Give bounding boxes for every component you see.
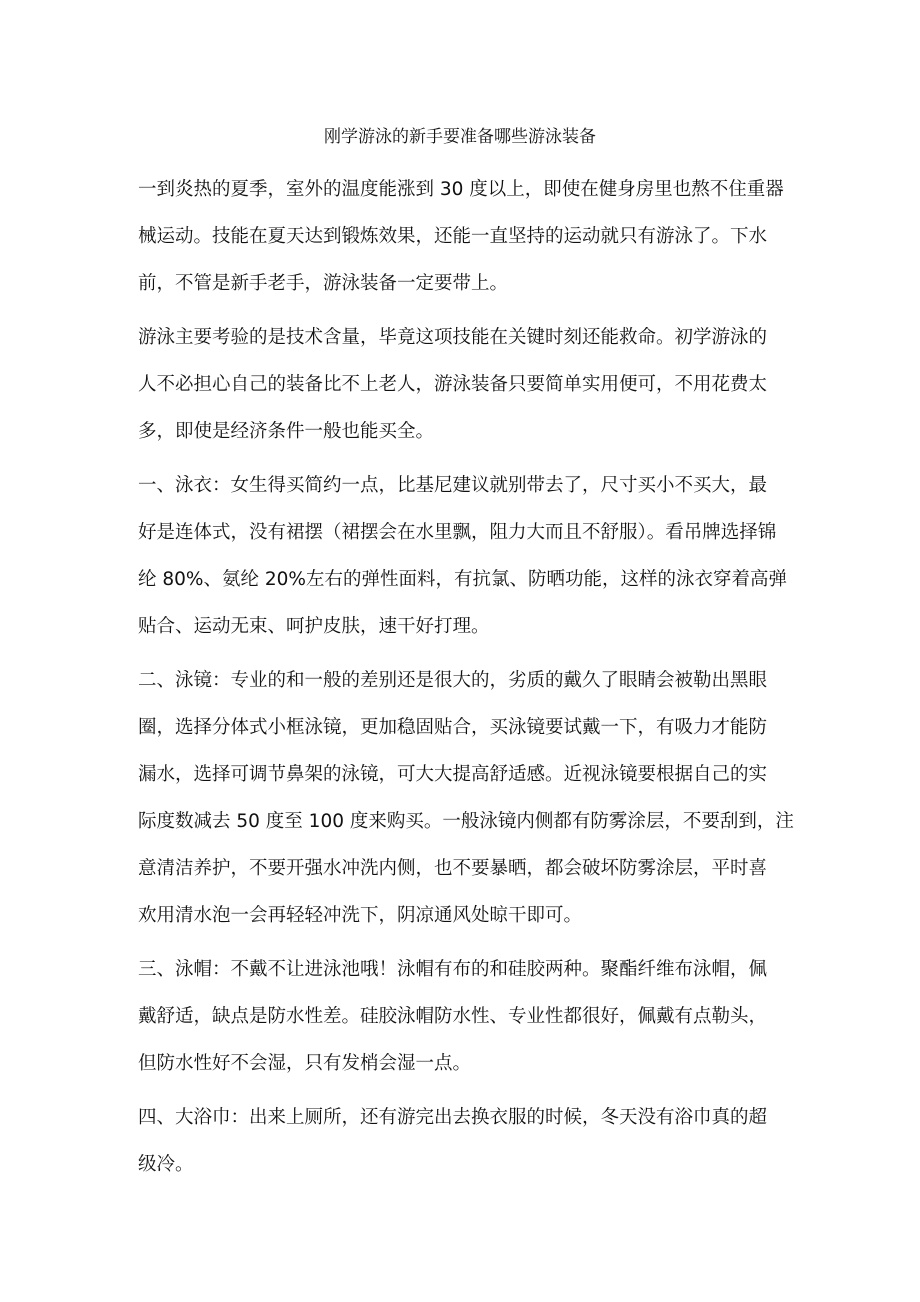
paragraph bbox=[138, 657, 798, 939]
paragraph-line: 漏水，选择可调节鼻架的泳镜，可大大提高舒适感。近视泳镜要根据自己的实 bbox=[138, 764, 768, 785]
paragraph-line: 四、大浴巾：出来上厕所，还有游完出去换衣服的时候，冬天没有浴巾真的超 bbox=[138, 1107, 768, 1128]
paragraph-line: 多，即使是经济条件一般也能买全。 bbox=[138, 421, 435, 442]
paragraph-line: 械运动。技能在夏天达到锻炼效果，还能一直坚持的运动就只有游泳了。下水 bbox=[138, 226, 768, 247]
paragraph-line: 游泳主要考验的是技术含量，毕竟这项技能在关键时刻还能救命。初学游泳的 bbox=[138, 327, 768, 348]
paragraph-line: 人不必担心自己的装备比不上老人，游泳装备只要简单实用便可，不用花费太 bbox=[138, 374, 768, 395]
paragraph-line: 一、泳衣：女生得买简约一点，比基尼建议就别带去了，尺寸买小不买大，最 bbox=[138, 475, 768, 496]
document-body bbox=[138, 166, 798, 1195]
paragraph-line: 纶 80%、氨纶 20%左右的弹性面料，有抗氯、防晒功能，这样的泳衣穿着高弹 bbox=[138, 569, 788, 590]
paragraph bbox=[138, 946, 798, 1087]
document-title: 刚学游泳的新手要准备哪些游泳装备 bbox=[324, 127, 596, 147]
paragraph bbox=[138, 166, 798, 307]
paragraph-line: 一到炎热的夏季，室外的温度能涨到 30 度以上，即使在健身房里也熬不住重器 bbox=[138, 179, 784, 200]
paragraph-line: 圈，选择分体式小框泳镜，更加稳固贴合，买泳镜要试戴一下，有吸力才能防 bbox=[138, 717, 768, 738]
paragraph-line: 贴合、运动无束、呵护皮肤，速干好打理。 bbox=[138, 616, 490, 637]
paragraph bbox=[138, 1094, 798, 1188]
paragraph-line: 好是连体式，没有裙摆（裙摆会在水里飘，阻力大而且不舒服）。看吊牌选择锦 bbox=[138, 522, 777, 543]
paragraph-line: 但防水性好不会湿，只有发梢会湿一点。 bbox=[138, 1053, 472, 1074]
paragraph bbox=[138, 314, 798, 455]
paragraph-line: 前，不管是新手老手，游泳装备一定要带上。 bbox=[138, 273, 509, 294]
paragraph-line: 欢用清水泡一会再轻轻冲洗下，阴凉通风处晾干即可。 bbox=[138, 905, 583, 926]
paragraph-line: 戴舒适，缺点是防水性差。硅胶泳帽防水性、专业性都很好，佩戴有点勒头， bbox=[138, 1006, 768, 1027]
paragraph-line: 级冷。 bbox=[138, 1154, 194, 1175]
paragraph-line: 意清洁养护，不要开强水冲洗内侧，也不要暴晒，都会破坏防雾涂层，平时喜 bbox=[138, 858, 768, 879]
paragraph-line: 三、泳帽：不戴不让进泳池哦！泳帽有布的和硅胶两种。聚酯纤维布泳帽，佩 bbox=[138, 959, 768, 980]
paragraph-line: 二、泳镜：专业的和一般的差别还是很大的，劣质的戴久了眼睛会被勒出黑眼 bbox=[138, 670, 768, 691]
paragraph-line: 际度数减去 50 度至 100 度来购买。一般泳镜内侧都有防雾涂层，不要刮到，注 bbox=[138, 811, 794, 832]
paragraph bbox=[138, 462, 798, 650]
